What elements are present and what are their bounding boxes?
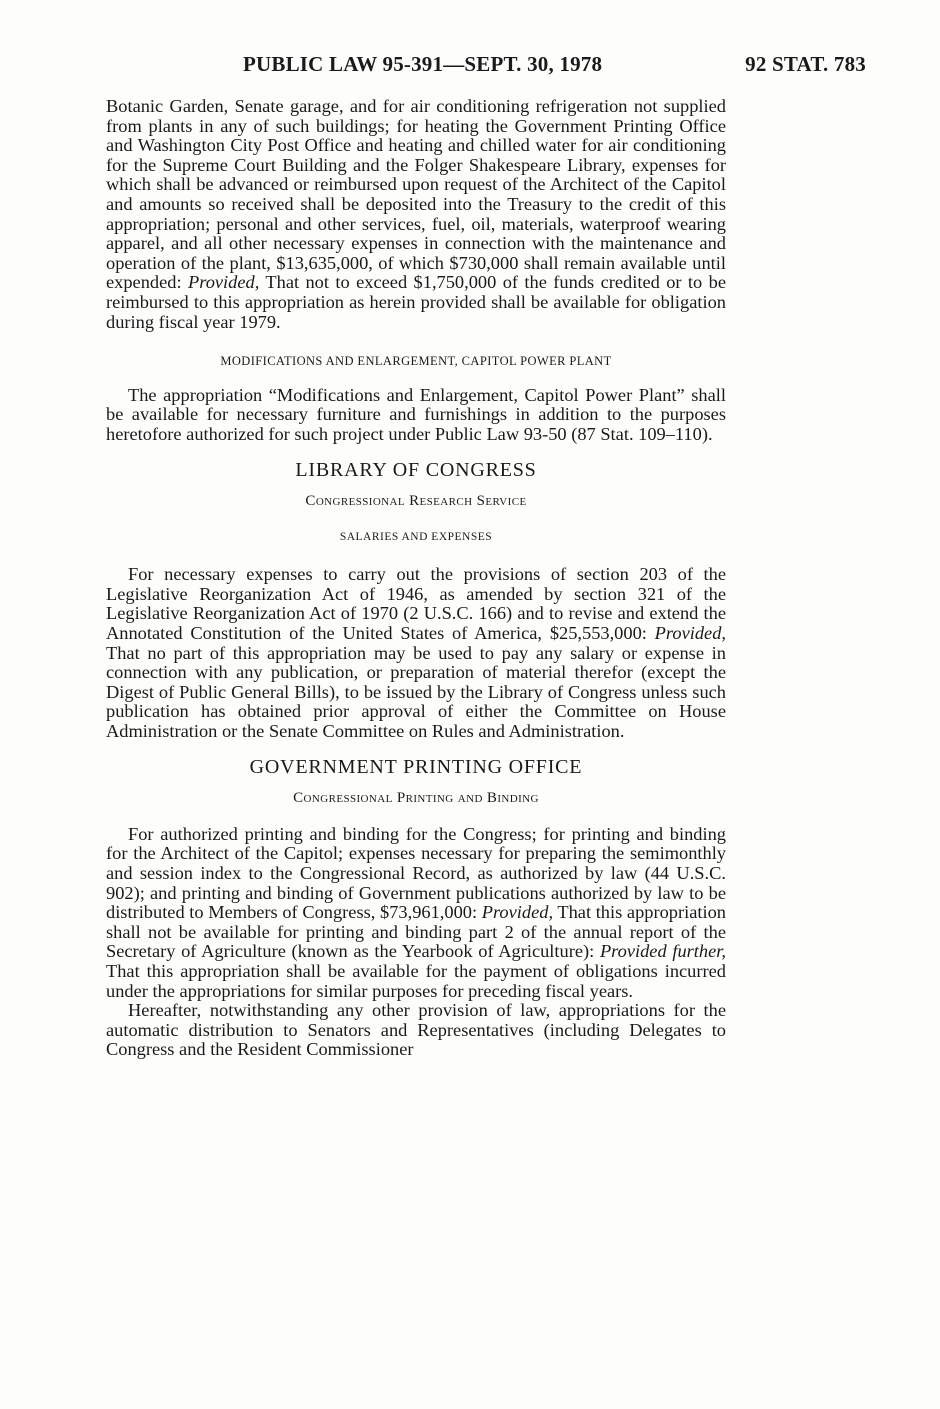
heading-modifications: MODIFICATIONS AND ENLARGEMENT, CAPITOL POWER PLANT [220, 354, 612, 369]
paragraph-automatic-distribution: Hereafter, notwithstanding any other provision of law, appropriations for the automatic distribution to Senators and Representatives (including Delegates to Congress and the Resident Commissioner [106, 1000, 726, 1060]
statute-page-number: 92 STAT. 783 [745, 52, 866, 76]
running-title: PUBLIC LAW 95-391—SEPT. 30, 1978 [243, 52, 603, 76]
page-header [108, 52, 866, 82]
paragraph-printing-binding: For authorized printing and binding for the Congress; for printing and binding for the Architect of the Capitol; expenses necessary for preparing the semimonthly and session index to the Congressional Record, as authorized by law (44 U.S.C. 902); and printing and binding of Government publications authorized by law to be distributed to Members of Congress, $73,961,000: Provided, That this appropriation shall not be available for printing and binding part 2 of the annual report of the Secretary of Agriculture (known as the Yearbook of Agriculture): Provided further, That this appropriation shall be available for the payment of obligations incurred under the appropriations for similar purposes for preceding fiscal years. [106, 823, 726, 1001]
heading-congressional-printing-binding: Congressional Printing and Binding [293, 790, 539, 807]
heading-congressional-research-service: Congressional Research Service [305, 493, 527, 510]
heading-library-of-congress: LIBRARY OF CONGRESS [295, 458, 537, 481]
heading-government-printing-office: GOVERNMENT PRINTING OFFICE [249, 755, 583, 778]
paragraph-capitol-power-plant: Botanic Garden, Senate garage, and for air conditioning refrigeration not supplied from plants in any of such buildings; for heating the Government Printing Office and Washington City Post Office and heating and chilled water for air conditioning for the Supreme Court Building and the Folger Shakespeare Library, expenses for which shall be advanced or reimbursed upon request of the Architect of the Capitol and amounts so received shall be deposited into the Treasury to the credit of this appropriation; personal and other services, fuel, oil, materials, waterproof wearing apparel, and all other necessary expenses in connection with the maintenance and operation of the plant, $13,635,000, of which $730,000 shall remain available until expended: Provided, That not to exceed $1,750,000 of the funds credited or to be reimbursed to this appropriation as herein provided shall be available for obligation during fiscal year 1979. [106, 96, 726, 332]
heading-salaries-and-expenses: SALARIES AND EXPENSES [339, 530, 493, 543]
paragraph-crs-salaries: For necessary expenses to carry out the provisions of section 203 of the Legislative Reorganization Act of 1946, as amended by section 321 of the Legislative Reorganization Act of 1970 (2 U.S.C. 166) and to revise and extend the Annotated Constitution of the United States of America, $25,553,000: Provided, That no part of this appropriation may be used to pay any salary or expense in connection with any publication, or preparation of material therefor (except the Digest of Public General Bills), to be issued by the Library of Congress unless such publication has obtained prior approval of either the Committee on House Administration or the Senate Committee on Rules and Administration. [106, 564, 726, 742]
document-body [106, 97, 726, 1060]
paragraph-modifications: The appropriation “Modifications and Enlargement, Capitol Power Plant” shall be available for necessary furniture and furnishings in addition to the purposes heretofore authorized for such project under Public Law 93-50 (87 Stat. 109–110). [106, 384, 726, 444]
